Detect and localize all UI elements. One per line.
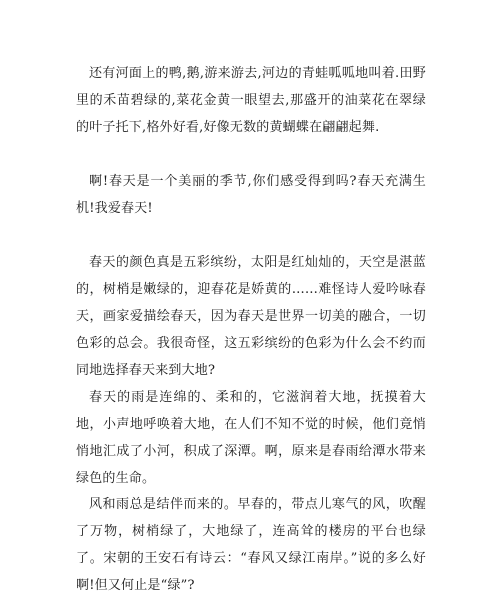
paragraph-love-spring: 啊!春天是一个美丽的季节,你们感受得到吗?春天充满生机!我爱春天!: [76, 174, 426, 216]
paragraph-spring-rain: 春天的雨是连绵的、柔和的，它滋润着大地，抚摸着大地，小声地呼唤着大地，在人们不知不觉的时候，他们竟悄悄地汇成了小河，积成了深潭。啊，原来是春雨给潭水带来绿色的生命。: [76, 390, 426, 486]
paragraph-ducks-and-fields: 还有河面上的鸭,鹅,游来游去,河边的青蛙呱呱地叫着.田野里的禾苗碧绿的,菜花金黄一眼望去,那盛开的油菜花在翠绿的叶子托下,格外好看,好像无数的黄蝴蝶在翩翩起舞.: [76, 66, 426, 135]
paragraph-wind-and-rain: 风和雨总是结伴而来的。早春的，带点儿寒气的风，吹醒了万物，树梢绿了，大地绿了，连高耸的楼房的平台也绿了。宋朝的王安石有诗云：“春风又绿江南岸。”说的多么好啊!但又何止是“绿”?: [76, 497, 426, 593]
paragraph-spring-colors: 春天的颜色真是五彩缤纷，太阳是红灿灿的，天空是湛蓝的，树梢是嫩绿的，迎春花是娇黄的……难怪诗人爱吟咏春天，画家爱描绘春天，因为春天是世界一切美的融合，一切色彩的总会。我很奇怪，这五彩缤纷的色彩为什么会不约而同地选择春天来到大地?: [76, 255, 426, 378]
